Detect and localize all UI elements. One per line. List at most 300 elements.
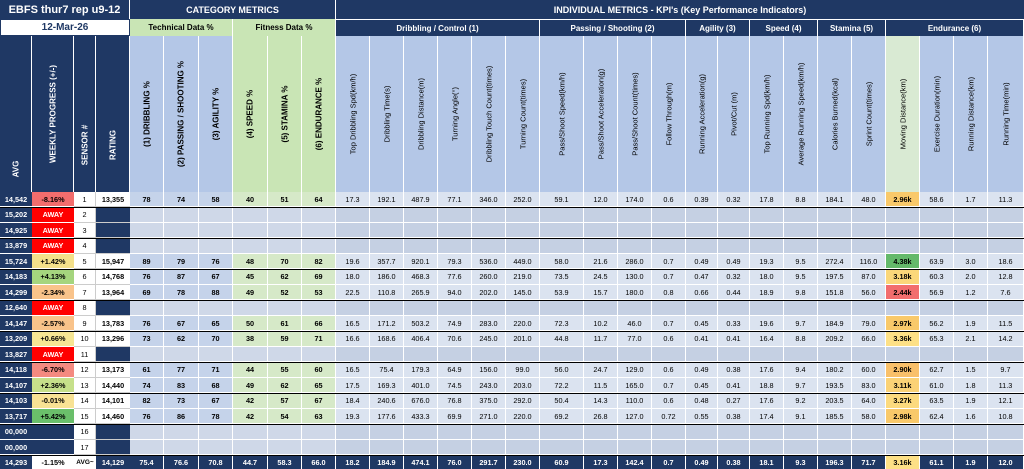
- data-cell: 66: [302, 316, 336, 331]
- data-cell: 11.5: [584, 378, 618, 393]
- data-cell: [886, 425, 920, 440]
- column-header: [750, 36, 784, 192]
- data-cell: 12.1: [988, 394, 1024, 409]
- data-cell: 18.6: [988, 254, 1024, 269]
- data-cell: [652, 301, 686, 316]
- data-cell: 42: [233, 394, 268, 409]
- table-row: [0, 270, 1024, 285]
- sensor-number: 9: [74, 316, 96, 331]
- data-cell: 2.44k: [886, 285, 920, 300]
- column-header: [404, 36, 438, 192]
- data-cell: 0.33: [718, 316, 750, 331]
- data-cell: [302, 239, 336, 254]
- data-cell: 70: [268, 254, 302, 269]
- data-cell: 156.0: [472, 363, 506, 378]
- rating: 15,947: [96, 254, 130, 269]
- footer-cell: 44.7: [233, 456, 268, 469]
- data-cell: 88: [199, 285, 233, 300]
- data-cell: [750, 239, 784, 254]
- sensor-number: 5: [74, 254, 96, 269]
- data-cell: 165.0: [618, 378, 652, 393]
- data-cell: [652, 223, 686, 238]
- data-cell: 9.5: [784, 270, 818, 285]
- table-row: [0, 316, 1024, 331]
- column-header: [988, 36, 1024, 192]
- data-cell: [584, 208, 618, 223]
- data-cell: 61: [268, 316, 302, 331]
- data-cell: [438, 440, 472, 455]
- data-cell: [852, 301, 886, 316]
- data-cell: 60: [302, 363, 336, 378]
- data-cell: 83.0: [852, 378, 886, 393]
- footer-cell: 196.3: [818, 456, 852, 469]
- data-cell: [130, 440, 164, 455]
- data-cell: 0.6: [652, 332, 686, 347]
- data-cell: [584, 223, 618, 238]
- data-cell: 24.7: [584, 363, 618, 378]
- data-cell: [302, 223, 336, 238]
- rating-header: RATING: [96, 36, 130, 192]
- data-cell: [438, 239, 472, 254]
- data-cell: [370, 425, 404, 440]
- data-cell: [472, 301, 506, 316]
- data-cell: 64: [302, 192, 336, 207]
- avg-header: AVG: [0, 36, 32, 192]
- data-cell: [268, 208, 302, 223]
- weekly-progress: -0.01%: [32, 394, 74, 409]
- data-cell: 63.9: [920, 254, 954, 269]
- footer-cell: 18.2: [336, 456, 370, 469]
- data-cell: [750, 347, 784, 362]
- data-cell: [652, 347, 686, 362]
- data-cell: 197.5: [818, 270, 852, 285]
- data-cell: 83: [164, 378, 199, 393]
- data-cell: [618, 347, 652, 362]
- data-cell: 69.2: [540, 409, 584, 424]
- data-cell: 8.8: [784, 192, 818, 207]
- sensor-number: 14: [74, 394, 96, 409]
- data-cell: [988, 208, 1024, 223]
- data-cell: 0.38: [718, 363, 750, 378]
- data-cell: 45: [233, 270, 268, 285]
- data-cell: [302, 301, 336, 316]
- data-cell: [199, 425, 233, 440]
- rating: 13,783: [96, 316, 130, 331]
- data-cell: 0.49: [686, 254, 718, 269]
- column-header: [233, 36, 268, 192]
- footer-cell: 61.1: [920, 456, 954, 469]
- data-cell: 9.5: [784, 254, 818, 269]
- data-cell: [472, 223, 506, 238]
- data-cell: 110.0: [618, 394, 652, 409]
- data-cell: [750, 425, 784, 440]
- data-cell: 82: [302, 254, 336, 269]
- data-cell: 201.0: [506, 332, 540, 347]
- column-header: [718, 36, 750, 192]
- data-cell: [506, 347, 540, 362]
- data-cell: 0.7: [652, 316, 686, 331]
- data-cell: 17.6: [750, 363, 784, 378]
- data-cell: 2.97k: [886, 316, 920, 331]
- data-cell: [920, 239, 954, 254]
- data-cell: [652, 239, 686, 254]
- data-cell: [268, 223, 302, 238]
- data-cell: 145.0: [506, 285, 540, 300]
- rating: [96, 208, 130, 223]
- data-cell: [438, 425, 472, 440]
- data-cell: [652, 208, 686, 223]
- row-avg: 00,000: [0, 440, 32, 455]
- data-cell: 2.1: [954, 332, 988, 347]
- data-cell: 180.2: [818, 363, 852, 378]
- data-cell: 174.0: [618, 192, 652, 207]
- data-cell: 63.5: [920, 394, 954, 409]
- data-cell: [404, 239, 438, 254]
- data-cell: [370, 223, 404, 238]
- data-cell: 16.4: [750, 332, 784, 347]
- data-cell: 52: [268, 285, 302, 300]
- column-header: [302, 36, 336, 192]
- data-cell: [718, 239, 750, 254]
- data-cell: [784, 440, 818, 455]
- data-cell: 0.7: [652, 270, 686, 285]
- data-cell: [336, 347, 370, 362]
- data-cell: 1.6: [954, 409, 988, 424]
- data-cell: 48: [233, 254, 268, 269]
- data-cell: [852, 208, 886, 223]
- data-cell: 67: [302, 394, 336, 409]
- data-cell: 73: [164, 394, 199, 409]
- data-cell: 79.0: [852, 316, 886, 331]
- data-cell: [404, 440, 438, 455]
- table-row: [0, 347, 1024, 362]
- table-row: [0, 440, 1024, 455]
- column-header: [686, 36, 718, 192]
- data-cell: [404, 223, 438, 238]
- data-cell: [130, 425, 164, 440]
- data-cell: [268, 347, 302, 362]
- data-cell: 99.0: [506, 363, 540, 378]
- data-cell: 0.6: [652, 192, 686, 207]
- data-cell: 676.0: [404, 394, 438, 409]
- sensor-number: 2: [74, 208, 96, 223]
- data-cell: 203.5: [818, 394, 852, 409]
- data-cell: 16.5: [336, 316, 370, 331]
- data-cell: [164, 239, 199, 254]
- data-cell: [652, 425, 686, 440]
- data-cell: [954, 425, 988, 440]
- footer-cell: 66.0: [302, 456, 336, 469]
- data-cell: 286.0: [618, 254, 652, 269]
- data-cell: 168.6: [370, 332, 404, 347]
- data-cell: 2.98k: [886, 409, 920, 424]
- data-cell: [686, 208, 718, 223]
- data-cell: [336, 425, 370, 440]
- data-cell: [130, 239, 164, 254]
- data-cell: 58.0: [540, 254, 584, 269]
- data-cell: 1.9: [954, 316, 988, 331]
- data-cell: [852, 425, 886, 440]
- data-cell: 177.6: [370, 409, 404, 424]
- row-avg: 14,542: [0, 192, 32, 207]
- data-cell: [199, 440, 233, 455]
- data-cell: [506, 239, 540, 254]
- data-cell: 42: [233, 409, 268, 424]
- data-cell: 468.3: [404, 270, 438, 285]
- column-header-label: Top Dribbling Spd(km/h): [348, 73, 357, 155]
- data-cell: [920, 301, 954, 316]
- data-cell: 401.0: [404, 378, 438, 393]
- data-cell: [336, 223, 370, 238]
- data-cell: 76: [130, 409, 164, 424]
- data-cell: [886, 440, 920, 455]
- data-cell: 89: [130, 254, 164, 269]
- table-row: [0, 394, 1024, 409]
- data-cell: [233, 425, 268, 440]
- data-cell: [988, 223, 1024, 238]
- data-cell: 67: [164, 316, 199, 331]
- data-cell: 7.6: [988, 285, 1024, 300]
- column-header-label: (3) AGILITY %: [211, 87, 220, 141]
- data-cell: [954, 347, 988, 362]
- footer-cell: 0.38: [718, 456, 750, 469]
- data-cell: 14.2: [988, 332, 1024, 347]
- data-cell: 193.5: [818, 378, 852, 393]
- row-avg: 14,147: [0, 316, 32, 331]
- data-cell: [718, 425, 750, 440]
- data-cell: 180.0: [618, 285, 652, 300]
- column-header: [370, 36, 404, 192]
- data-cell: 1.5: [954, 363, 988, 378]
- column-header: [336, 36, 370, 192]
- data-cell: 62: [268, 270, 302, 285]
- column-header: [164, 36, 199, 192]
- data-cell: 65.3: [920, 332, 954, 347]
- footer-avg-label: AVG~: [74, 456, 96, 469]
- data-cell: 60.3: [920, 270, 954, 285]
- data-cell: 271.0: [472, 409, 506, 424]
- data-cell: 69: [302, 270, 336, 285]
- data-cell: [506, 301, 540, 316]
- data-cell: 56.2: [920, 316, 954, 331]
- data-cell: 87.0: [852, 270, 886, 285]
- data-cell: 219.0: [506, 270, 540, 285]
- data-cell: [302, 440, 336, 455]
- data-cell: 220.0: [506, 409, 540, 424]
- data-cell: 184.1: [818, 192, 852, 207]
- data-cell: 48.0: [852, 192, 886, 207]
- rating: [96, 425, 130, 440]
- data-cell: [506, 208, 540, 223]
- data-cell: [540, 208, 584, 223]
- footer-rating: 14,129: [96, 456, 130, 469]
- data-cell: 50.4: [540, 394, 584, 409]
- footer-cell: 70.8: [199, 456, 233, 469]
- data-cell: [472, 208, 506, 223]
- data-cell: 8.8: [784, 332, 818, 347]
- weekly-progress: AWAY: [32, 239, 74, 254]
- data-cell: [584, 347, 618, 362]
- data-cell: [988, 239, 1024, 254]
- data-cell: 56.9: [920, 285, 954, 300]
- data-cell: 14.3: [584, 394, 618, 409]
- data-cell: 18.0: [750, 270, 784, 285]
- data-cell: 240.6: [370, 394, 404, 409]
- data-cell: 71: [302, 332, 336, 347]
- data-cell: [784, 347, 818, 362]
- data-cell: 66.0: [852, 332, 886, 347]
- data-cell: 73.5: [540, 270, 584, 285]
- footer-row: [0, 456, 1024, 469]
- data-cell: 127.0: [618, 409, 652, 424]
- data-cell: 62.7: [920, 363, 954, 378]
- column-header-label: Pivot/Cut (m): [729, 92, 738, 136]
- rating: [96, 239, 130, 254]
- data-cell: [618, 239, 652, 254]
- data-cell: 151.8: [818, 285, 852, 300]
- column-header: [472, 36, 506, 192]
- data-cell: 59.1: [540, 192, 584, 207]
- data-cell: [540, 301, 584, 316]
- data-cell: 78: [199, 409, 233, 424]
- data-cell: 9.7: [784, 378, 818, 393]
- weekly-progress: +2.36%: [32, 378, 74, 393]
- data-cell: 110.8: [370, 285, 404, 300]
- table-row: [0, 192, 1024, 207]
- data-cell: 9.1: [784, 409, 818, 424]
- data-cell: [130, 208, 164, 223]
- sensor-number: 16: [74, 425, 96, 440]
- kpi-group-header: Agility (3): [686, 19, 750, 36]
- data-cell: 3.36k: [886, 332, 920, 347]
- data-cell: 169.3: [370, 378, 404, 393]
- weekly-progress: -2.34%: [32, 285, 74, 300]
- data-cell: [130, 301, 164, 316]
- data-cell: [954, 301, 988, 316]
- data-cell: [886, 301, 920, 316]
- table-row: [0, 378, 1024, 393]
- data-cell: [750, 301, 784, 316]
- data-cell: 346.0: [472, 192, 506, 207]
- weekly-progress: +4.13%: [32, 270, 74, 285]
- data-cell: 184.9: [818, 316, 852, 331]
- data-cell: [818, 223, 852, 238]
- data-cell: 56.0: [540, 363, 584, 378]
- data-cell: 60.0: [852, 363, 886, 378]
- data-cell: 53: [302, 285, 336, 300]
- data-cell: [199, 347, 233, 362]
- data-cell: 245.0: [472, 332, 506, 347]
- data-cell: 272.4: [818, 254, 852, 269]
- column-header: [618, 36, 652, 192]
- data-cell: 67: [199, 270, 233, 285]
- sensor-number: 7: [74, 285, 96, 300]
- column-header: [886, 36, 920, 192]
- data-cell: [404, 301, 438, 316]
- data-cell: [268, 301, 302, 316]
- data-cell: [686, 425, 718, 440]
- column-header-label: Running Acceleration(g): [697, 73, 706, 155]
- footer-cell: 1.9: [954, 456, 988, 469]
- data-cell: [268, 239, 302, 254]
- rating: 13,173: [96, 363, 130, 378]
- data-cell: 67: [199, 394, 233, 409]
- data-cell: 9.7: [988, 363, 1024, 378]
- data-cell: 71: [199, 363, 233, 378]
- data-cell: 0.45: [686, 316, 718, 331]
- column-header-label: Dribbling Touch Count(times): [484, 65, 493, 163]
- data-cell: [233, 223, 268, 238]
- data-cell: 78: [164, 285, 199, 300]
- column-header-label: Dribbling Time(s): [382, 85, 391, 143]
- column-header-label: (6) ENDURANCE %: [314, 77, 323, 151]
- data-cell: 44: [233, 363, 268, 378]
- column-header-label: Follow Through(m): [664, 82, 673, 146]
- weekly-progress: +1.42%: [32, 254, 74, 269]
- data-cell: 79: [164, 254, 199, 269]
- data-cell: [784, 425, 818, 440]
- rating: [96, 223, 130, 238]
- data-cell: 62.4: [920, 409, 954, 424]
- rating: 14,440: [96, 378, 130, 393]
- data-cell: [784, 239, 818, 254]
- data-cell: [784, 208, 818, 223]
- data-cell: 58: [199, 192, 233, 207]
- column-header: [540, 36, 584, 192]
- data-cell: [438, 301, 472, 316]
- data-cell: 292.0: [506, 394, 540, 409]
- column-header-label: Pass/Shoot Speed(km/h): [557, 72, 566, 156]
- data-cell: [618, 301, 652, 316]
- data-cell: 19.6: [750, 316, 784, 331]
- data-cell: [370, 239, 404, 254]
- data-cell: 16.6: [336, 332, 370, 347]
- data-cell: 0.49: [686, 363, 718, 378]
- column-header-label: Pass/Shoot Count(times): [630, 72, 639, 156]
- footer-cell: 75.4: [130, 456, 164, 469]
- kpi-group-header: Dribbling / Control (1): [336, 19, 540, 36]
- row-avg: 14,107: [0, 378, 32, 393]
- data-cell: 76.8: [438, 394, 472, 409]
- sensor-number: 4: [74, 239, 96, 254]
- individual-metrics-title: INDIVIDUAL METRICS - KPI's (Key Performance Indicators): [336, 0, 1024, 19]
- data-cell: 15.7: [584, 285, 618, 300]
- data-cell: 209.2: [818, 332, 852, 347]
- rating: [96, 347, 130, 362]
- data-cell: 252.0: [506, 192, 540, 207]
- data-cell: [686, 301, 718, 316]
- data-cell: [233, 347, 268, 362]
- data-cell: 26.8: [584, 409, 618, 424]
- data-cell: 77.1: [438, 192, 472, 207]
- footer-cell: 474.1: [404, 456, 438, 469]
- data-cell: 22.5: [336, 285, 370, 300]
- kpi-group-header: Speed (4): [750, 19, 818, 36]
- data-cell: [472, 425, 506, 440]
- column-header: [438, 36, 472, 192]
- data-cell: [540, 223, 584, 238]
- data-cell: [686, 223, 718, 238]
- data-cell: [438, 347, 472, 362]
- data-cell: 61.0: [920, 378, 954, 393]
- data-cell: [404, 208, 438, 223]
- data-cell: [302, 425, 336, 440]
- data-cell: 86: [164, 409, 199, 424]
- data-cell: [164, 223, 199, 238]
- data-cell: 406.4: [404, 332, 438, 347]
- table-row: [0, 208, 1024, 223]
- data-cell: [818, 239, 852, 254]
